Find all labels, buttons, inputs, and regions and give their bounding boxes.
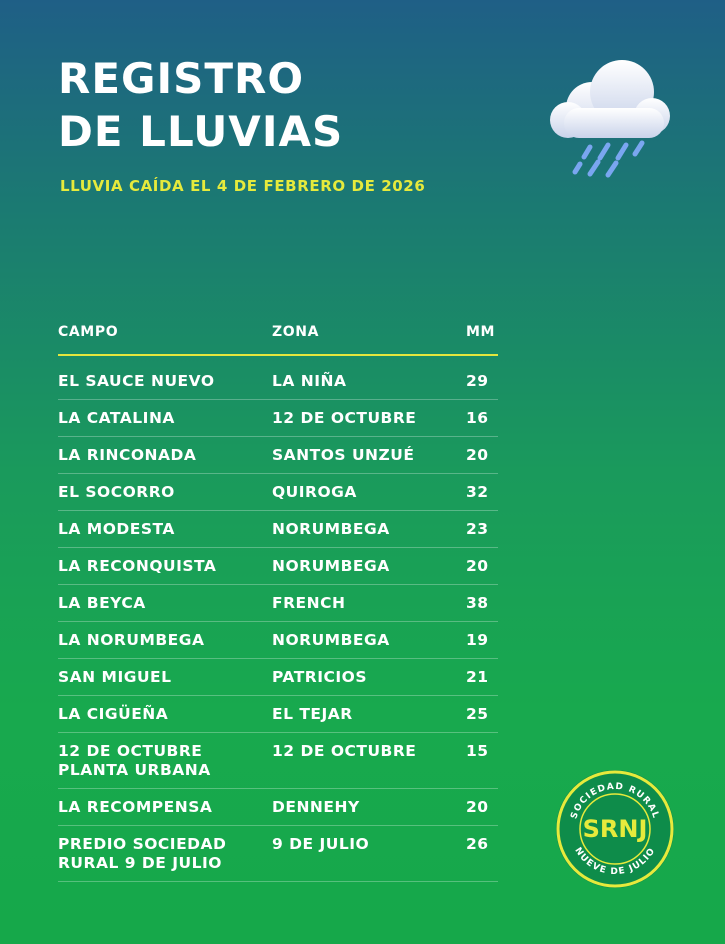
cell-campo: LA CATALINA	[58, 400, 272, 437]
cell-mm: 20	[466, 437, 498, 474]
cell-campo: LA NORUMBEGA	[58, 622, 272, 659]
cell-zona: 12 DE OCTUBRE	[272, 733, 466, 789]
table-row	[58, 437, 498, 474]
table-row	[58, 789, 498, 826]
cell-zona: SANTOS UNZUÉ	[272, 437, 466, 474]
cell-mm: 15	[466, 733, 498, 789]
table-header-row	[58, 318, 498, 355]
cell-zona: NORUMBEGA	[272, 548, 466, 585]
cell-mm: 20	[466, 789, 498, 826]
subtitle-date: LLUVIA CAÍDA EL 4 DE FEBRERO DE 2026	[60, 177, 426, 195]
table-row	[58, 826, 498, 882]
cell-campo-line-1: 12 DE OCTUBRE	[58, 742, 203, 760]
cell-campo: LA RECONQUISTA	[58, 548, 272, 585]
column-header-campo: CAMPO	[58, 318, 272, 355]
table-row	[58, 400, 498, 437]
table-row	[58, 548, 498, 585]
cell-mm: 21	[466, 659, 498, 696]
title-line-2: DE LLUVIAS	[58, 107, 344, 156]
table-row	[58, 355, 498, 400]
cell-campo: LA BEYCA	[58, 585, 272, 622]
table-row	[58, 474, 498, 511]
rain-cloud-icon	[542, 50, 677, 185]
cell-zona: NORUMBEGA	[272, 622, 466, 659]
cell-mm: 19	[466, 622, 498, 659]
cell-zona: PATRICIOS	[272, 659, 466, 696]
column-header-zona: ZONA	[272, 318, 466, 355]
table-row	[58, 622, 498, 659]
cell-campo: LA RECOMPENSA	[58, 789, 272, 826]
cell-campo: LA CIGÜEÑA	[58, 696, 272, 733]
cell-zona: LA NIÑA	[272, 355, 466, 400]
cell-zona: EL TEJAR	[272, 696, 466, 733]
title-line-1: REGISTRO	[58, 54, 305, 103]
table-row	[58, 659, 498, 696]
cell-campo: EL SOCORRO	[58, 474, 272, 511]
logo-abbr: SRNJ	[582, 815, 648, 843]
page-title	[58, 52, 343, 158]
cell-zona: NORUMBEGA	[272, 511, 466, 548]
cell-campo: EL SAUCE NUEVO	[58, 355, 272, 400]
rainfall-table	[58, 318, 498, 882]
cell-mm: 20	[466, 548, 498, 585]
cell-campo-line-2: RURAL 9 DE JULIO	[58, 854, 222, 872]
cell-mm: 26	[466, 826, 498, 882]
logo-top-text: SOCIEDAD RURAL	[569, 781, 661, 821]
cell-zona: 9 DE JULIO	[272, 826, 466, 882]
cell-mm: 38	[466, 585, 498, 622]
cell-campo	[58, 733, 272, 789]
cell-zona: 12 DE OCTUBRE	[272, 400, 466, 437]
cell-campo: SAN MIGUEL	[58, 659, 272, 696]
cell-mm: 16	[466, 400, 498, 437]
cell-campo-line-1: PREDIO SOCIEDAD	[58, 835, 227, 853]
cell-campo: LA MODESTA	[58, 511, 272, 548]
cell-mm: 32	[466, 474, 498, 511]
cell-campo	[58, 826, 272, 882]
cell-zona: FRENCH	[272, 585, 466, 622]
cell-zona: DENNEHY	[272, 789, 466, 826]
column-header-mm: MM	[466, 318, 498, 355]
cell-campo-line-2: PLANTA URBANA	[58, 761, 211, 779]
table-row	[58, 696, 498, 733]
cell-campo: LA RINCONADA	[58, 437, 272, 474]
cell-zona: QUIROGA	[272, 474, 466, 511]
cell-mm: 29	[466, 355, 498, 400]
table-row	[58, 733, 498, 789]
srnj-logo	[554, 768, 676, 890]
cell-mm: 25	[466, 696, 498, 733]
table-row	[58, 585, 498, 622]
table-row	[58, 511, 498, 548]
logo-bottom-text: NUEVE DE JULIO	[572, 845, 658, 878]
cell-mm: 23	[466, 511, 498, 548]
